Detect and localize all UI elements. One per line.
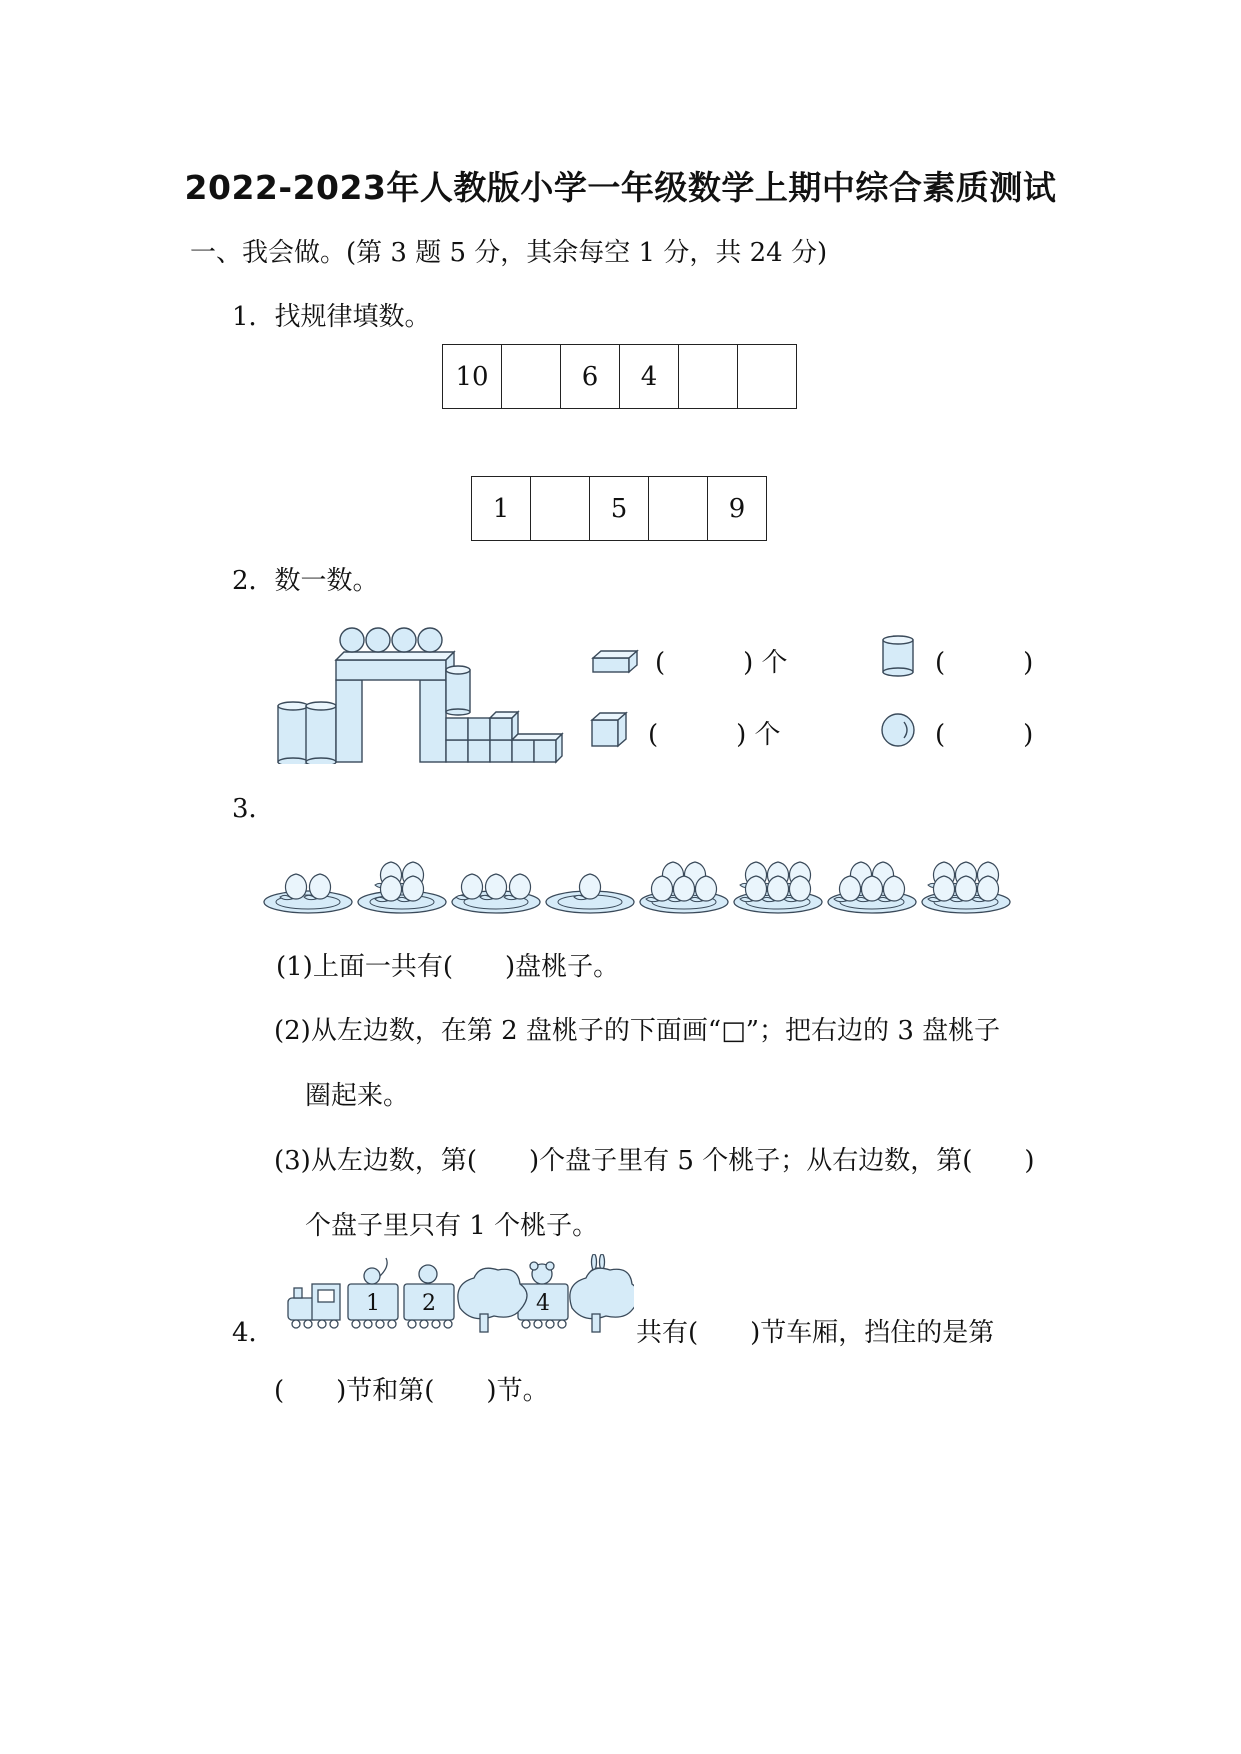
number-cell: 10 bbox=[443, 345, 502, 408]
q3-sub2-line2: 圈起来。 bbox=[305, 1081, 410, 1111]
peach bbox=[673, 876, 694, 901]
peach bbox=[767, 876, 788, 901]
building-blocks-figure bbox=[272, 622, 572, 764]
peach-plate bbox=[452, 874, 540, 913]
peach bbox=[309, 874, 330, 899]
peach bbox=[839, 876, 860, 901]
peach-plate bbox=[358, 862, 446, 913]
peach bbox=[509, 874, 530, 899]
peach-plate bbox=[828, 862, 916, 913]
cube-icon bbox=[590, 710, 630, 748]
peach-plates-figure bbox=[262, 838, 1022, 920]
peach bbox=[955, 876, 976, 901]
q4-text-line2: ( )节和第( )节。 bbox=[274, 1376, 549, 1406]
number-cell: 1 bbox=[472, 477, 531, 540]
question-3-label: 3． bbox=[232, 794, 275, 824]
question-4-label: 4． bbox=[232, 1318, 275, 1348]
peach bbox=[651, 876, 672, 901]
cylinder-icon bbox=[880, 634, 916, 678]
peach-plate bbox=[922, 862, 1010, 913]
peach bbox=[579, 874, 600, 899]
peach bbox=[933, 876, 954, 901]
sphere-icon bbox=[880, 712, 916, 748]
sphere-answer[interactable]: ( ) bbox=[935, 720, 1034, 750]
q3-sub2-line1: (2)从左边数，在第 2 盘桃子的下面画“□”；把右边的 3 盘桃子 bbox=[274, 1016, 1001, 1046]
car-number-1: 1 bbox=[366, 1291, 380, 1316]
blank-answer-cell[interactable] bbox=[679, 345, 738, 408]
q4-text-line1: 共有( )节车厢，挡住的是第 bbox=[636, 1318, 995, 1348]
peach-plate bbox=[264, 874, 352, 913]
peach bbox=[461, 874, 482, 899]
peach-plate bbox=[640, 862, 728, 913]
peach bbox=[789, 876, 810, 901]
cube-answer[interactable]: ( ) 个 bbox=[648, 720, 781, 750]
blank-answer-cell[interactable] bbox=[502, 345, 561, 408]
question-2-label: 2．数一数。 bbox=[232, 566, 379, 596]
section-heading: 一、我会做。(第 3 题 5 分，其余每空 1 分，共 24 分) bbox=[190, 238, 828, 268]
blank-answer-cell[interactable] bbox=[738, 345, 796, 408]
q3-sub3-line2: 个盘子里只有 1 个桃子。 bbox=[305, 1211, 599, 1241]
number-pattern-row-2 bbox=[471, 476, 767, 541]
question-1-label: 1．找规律填数。 bbox=[232, 302, 431, 332]
number-cell: 9 bbox=[728, 493, 746, 524]
train-figure bbox=[282, 1254, 634, 1336]
peach-plate bbox=[734, 862, 822, 913]
q3-sub3-line1: (3)从左边数，第( )个盘子里有 5 个桃子；从右边数，第( ) bbox=[274, 1146, 1035, 1176]
page-title: 2022-2023年人教版小学一年级数学上期中综合素质测试 bbox=[184, 168, 1057, 207]
peach bbox=[485, 874, 506, 899]
cylinder-answer[interactable]: ( ) bbox=[935, 648, 1034, 678]
q3-sub1: (1)上面一共有( )盘桃子。 bbox=[276, 952, 620, 982]
peach bbox=[285, 874, 306, 899]
peach bbox=[977, 876, 998, 901]
car-number-2: 2 bbox=[422, 1291, 436, 1316]
peach bbox=[861, 876, 882, 901]
blank-answer-cell[interactable] bbox=[649, 477, 708, 540]
number-pattern-row-1 bbox=[442, 344, 797, 409]
peach bbox=[695, 876, 716, 901]
peach bbox=[745, 876, 766, 901]
blank-answer-cell[interactable] bbox=[531, 477, 590, 540]
peach bbox=[380, 876, 401, 901]
peach bbox=[402, 876, 423, 901]
cuboid-icon bbox=[591, 648, 639, 676]
number-cell: 6 bbox=[561, 345, 620, 408]
number-cell: 5 bbox=[590, 477, 649, 540]
peach bbox=[883, 876, 904, 901]
car-number-4: 4 bbox=[536, 1291, 550, 1316]
peach-plate bbox=[546, 874, 634, 913]
number-cell: 4 bbox=[620, 345, 679, 408]
cuboid-answer[interactable]: ( ) 个 bbox=[655, 648, 788, 678]
